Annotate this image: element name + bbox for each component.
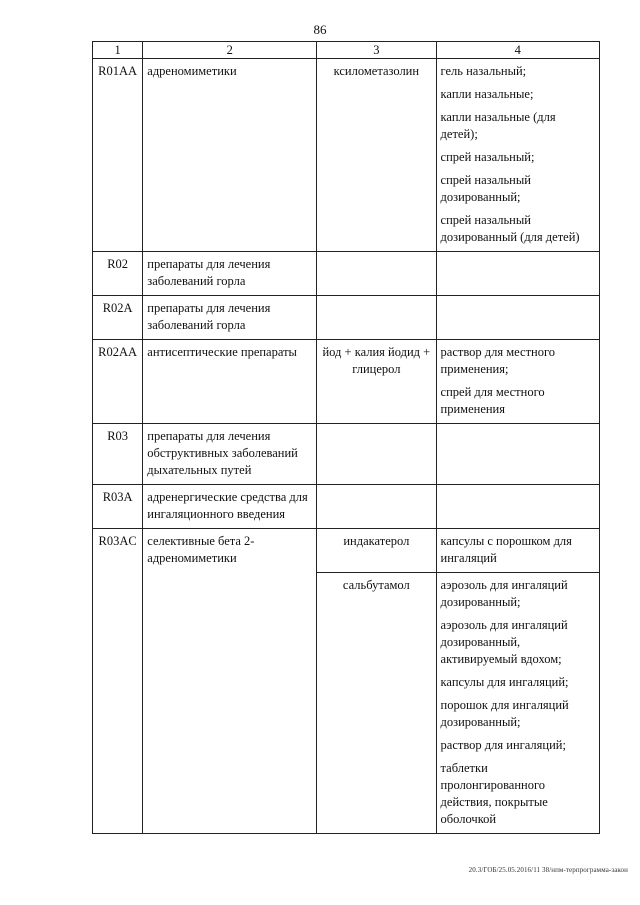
atc-code-cell: R02 (93, 252, 143, 296)
page-number: 86 (313, 22, 327, 37)
substance-name-cell: индакатерол (317, 529, 436, 573)
substance-name-cell (317, 252, 436, 296)
dosage-forms-cell (436, 296, 599, 340)
column-header: 4 (436, 42, 599, 59)
dosage-form: раствор для местного применения; (440, 345, 556, 376)
column-header: 2 (143, 42, 317, 59)
dosage-forms-cell (436, 424, 599, 485)
group-name-cell: препараты для лечения обструктивных заболеваний дыхательных путей (143, 424, 317, 485)
dosage-forms-cell (436, 252, 599, 296)
dosage-forms-cell (436, 573, 599, 834)
dosage-form: аэрозоль для ингаляций дозированный; (440, 578, 568, 609)
footer-note: 20.3/ГОБ/25.05.2016/11 38/нпм-терпрограмма-закон (468, 866, 628, 874)
dosage-form: спрей для местного применения (440, 385, 545, 416)
table-row (93, 340, 600, 424)
dosage-forms-cell (436, 529, 599, 573)
dosage-form: аэрозоль для ингаляций дозированный, активируемый вдохом; (440, 618, 568, 666)
drug-list-table (92, 41, 600, 834)
dosage-form: спрей назальный дозированный; (440, 173, 531, 204)
group-name-cell: препараты для лечения заболеваний горла (143, 252, 317, 296)
dosage-form: гель назальный; (440, 64, 527, 78)
dosage-forms-cell (436, 59, 599, 252)
dosage-form: спрей назальный дозированный (для детей) (440, 213, 580, 244)
dosage-form: таблетки пролонгированного действия, покрытые оболочкой (440, 761, 548, 826)
group-name-cell: адреномиметики (143, 59, 317, 252)
table-row (93, 296, 600, 340)
substance-name-cell (317, 485, 436, 529)
dosage-form: капсулы для ингаляций; (440, 675, 569, 689)
substance-name-cell: ксилометазолин (317, 59, 436, 252)
group-name-cell: адренергические средства для ингаляционного введения (143, 485, 317, 529)
table-row (93, 485, 600, 529)
atc-code-cell: R03AC (93, 529, 143, 834)
table-row (93, 424, 600, 485)
table-body (93, 59, 600, 834)
dosage-forms-cell (436, 340, 599, 424)
dosage-forms-cell (436, 485, 599, 529)
dosage-form: капли назальные; (440, 87, 534, 101)
column-header: 3 (317, 42, 436, 59)
table-row (93, 529, 600, 573)
atc-code-cell: R03 (93, 424, 143, 485)
group-name-cell: препараты для лечения заболеваний горла (143, 296, 317, 340)
dosage-form: спрей назальный; (440, 150, 535, 164)
dosage-form: капсулы с порошком для ингаляций (440, 534, 572, 565)
substance-name-cell (317, 296, 436, 340)
substance-name-cell (317, 424, 436, 485)
column-header: 1 (93, 42, 143, 59)
dosage-form: порошок для ингаляций дозированный; (440, 698, 569, 729)
atc-code-cell: R02AA (93, 340, 143, 424)
dosage-form: капли назальные (для детей); (440, 110, 556, 141)
group-name-cell: антисептические препараты (143, 340, 317, 424)
table-row (93, 59, 600, 252)
atc-code-cell: R01AA (93, 59, 143, 252)
dosage-form: раствор для ингаляций; (440, 738, 566, 752)
table-header-row (93, 42, 600, 59)
atc-code-cell: R02A (93, 296, 143, 340)
atc-code-cell: R03A (93, 485, 143, 529)
table-row (93, 252, 600, 296)
group-name-cell: селективные бета 2-адреномиметики (143, 529, 317, 834)
substance-name-cell: йод + калия йодид + глицерол (317, 340, 436, 424)
substance-name-cell: сальбутамол (317, 573, 436, 834)
